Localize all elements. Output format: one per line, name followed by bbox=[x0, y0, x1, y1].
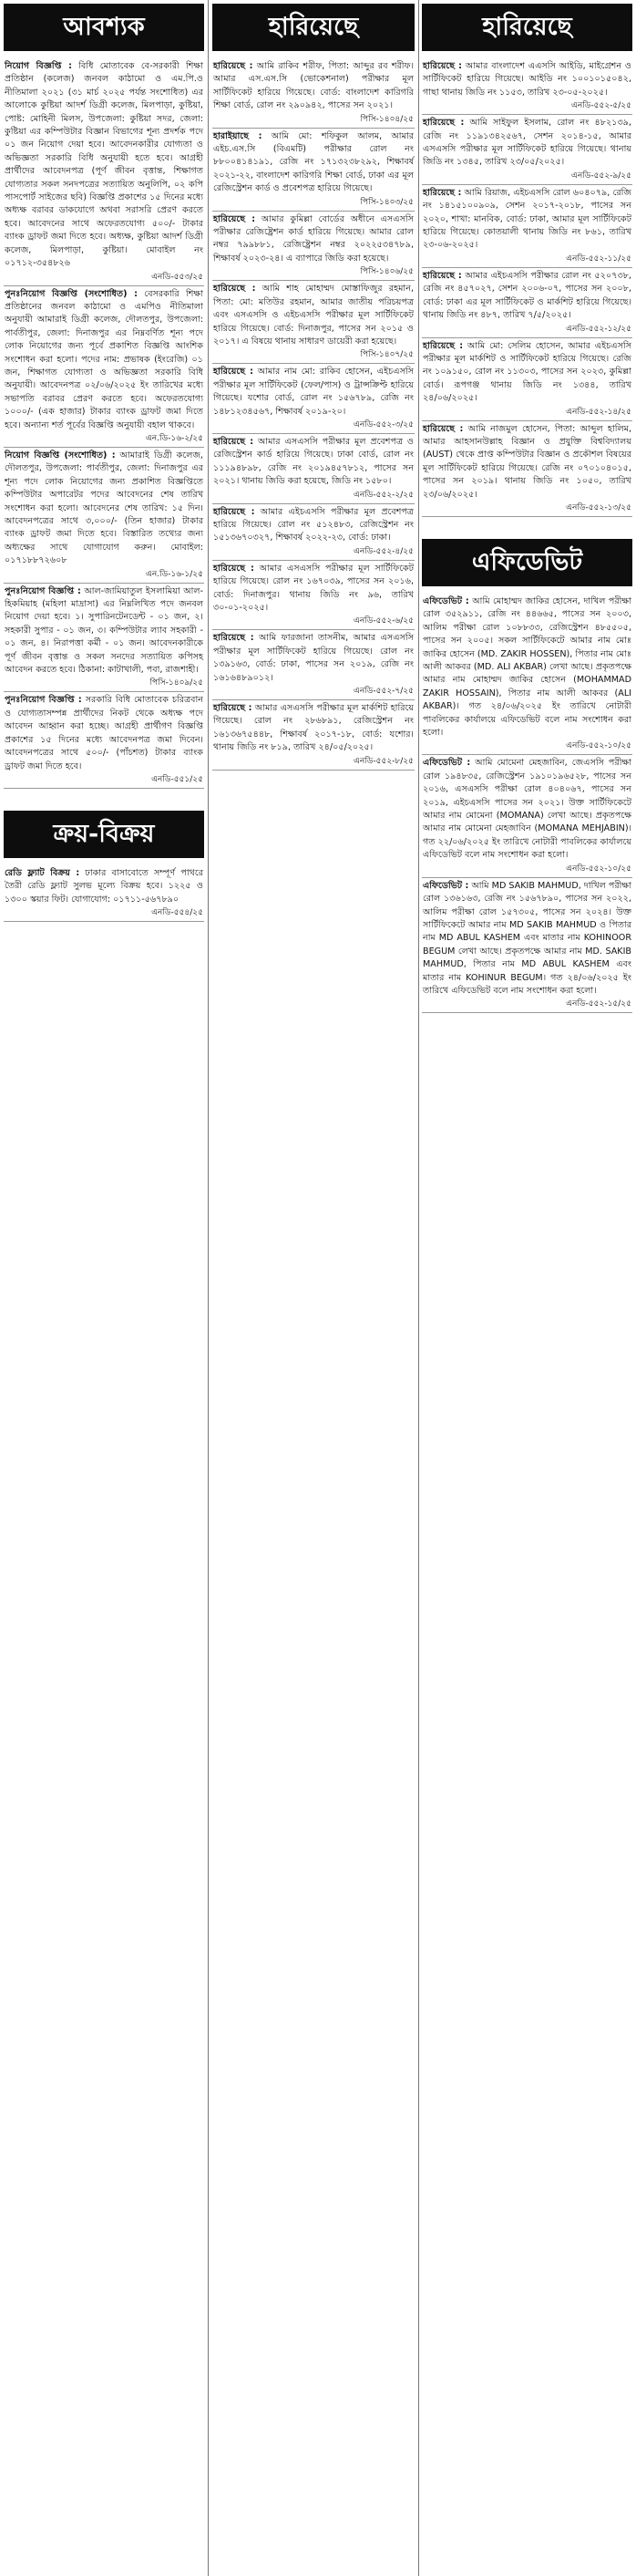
ad-reference: এন.ডি-১৬-২/২৫ bbox=[145, 433, 203, 443]
ad-body: আমার এসএসসি পরীক্ষার মূল প্রবেশপত্র ও রেজিস্ট্রেশন কার্ড হারিয়ে গিয়েছে। ঢাকা বোর্ড, রোল নং ১১১৯৪৮৯৮, রেজি নং ২০১৯৪৫৭৮১২, পাসের সন ২০২১। থানায় জিডি করা হয়েছে, জিডি নং ১৫৮০। bbox=[213, 436, 414, 487]
ad-body: আমার বাংলাদেশ এএসসি আইডি, মাইগ্রেশন ও সার্টিফিকেট হারিয়ে গিয়েছে। আইডি নং ১০০১০১৫০৪২, গাছা থানায় জিডি নং ১১৫৩, তারিখ ২৩-০৫-২০২৫। bbox=[423, 61, 631, 98]
classified-ad bbox=[212, 700, 415, 771]
classified-ad bbox=[422, 185, 632, 268]
column-divider bbox=[208, 0, 209, 2576]
ad-reference: এনডি-৫৫৩/২৫ bbox=[151, 272, 203, 282]
classified-ad bbox=[422, 594, 632, 755]
classified-ad bbox=[212, 561, 415, 631]
classified-ad bbox=[4, 584, 204, 693]
classified-ad bbox=[4, 448, 204, 584]
section-heading-affidavit: এফিডেভিট bbox=[422, 539, 632, 586]
classified-ad bbox=[4, 692, 204, 788]
ad-body: সরকারি বিধি মোতাবেক চরিত্রবান ও যোগ্যতাসম্পন্ন প্রার্থীদের নিকট থেকে অধ্যক্ষ পদে আবেদন আহ্বান করা হচ্ছে। আগ্রহী প্রার্থীগণ বিজ্ঞপ্তি প্রকাশের ১৫ দিনের মধ্যে আবেদনপত্র জমা দিবেন। আবেদনপত্রের সাথে ৫০০/- (পাঁচশত) টাকার ব্যাংক ড্রাফট জমা দিতে হবে। bbox=[5, 695, 203, 771]
ad-reference: এনডি-৫৫২-৫/২৫ bbox=[570, 101, 631, 111]
ad-reference: এনডি-৫৫২-১২/২৫ bbox=[566, 324, 631, 334]
ad-body: আমি মোমেনা মেহজাবিন, জেএসসি পরীক্ষা রোল ১৯৪৮৩৫, রেজিস্ট্রেশন ১৯১০১৯৬৫২৮, পাসের সন ২০১৬, এসএসসি পরীক্ষা রোল ৪০৪০৬৭, পাসের সন ২০১৯, এইচএসসি পাসের সন ২০২১। উক্ত সার্টিফিকেটে আমার নাম মোমেনা (MOMANA) লেখা আছে। প্রকৃতপক্ষে আমার নাম মোমেনা মেহজাবিন (MOMANA MEHJABIN)। গত ২২/০৬/২০২৫ ইং তারিখে নোটারী পাবলিকের কার্যালয়ে এফিডেভিট বলে নাম সংশোধন করা হলো। bbox=[423, 758, 631, 861]
ad-title: হারিয়েছে : bbox=[213, 633, 254, 644]
ad-body: আমি সাইফুল ইসলাম, রোল নং ৪৮২১৩৯, রেজি নং ১১৯১৩৪২৫৬৭, সেশন ২০১৪-১৫, আমার এসএসসি পরীক্ষার মূল সার্টিফিকেট হারিয়ে গিয়েছে। থানায় জিডি নং ১৩৪৫, তারিখ ২৩/০৫/২০২৫। bbox=[423, 118, 631, 168]
ad-title: পুনঃনিয়োগ বিজ্ঞপ্তি : bbox=[5, 695, 82, 706]
ad-reference: এনডি-৫৫২-১৫/২৫ bbox=[566, 999, 631, 1009]
ad-title: হারিয়েছে : bbox=[213, 563, 254, 574]
ad-body: আমার এইচএসসি পরীক্ষার মূল প্রবেশপত্র হারিয়ে গিয়েছে। রোল নং ৫১২৪৮৩, রেজিস্ট্রেশন নং ১৫১৩৬৭০৩২৭, শিক্ষাবর্ষ ২০২২-২৩, বোর্ড: ঢাকা। bbox=[213, 506, 414, 543]
ad-reference: এনডি-৫৫২-৭/২৫ bbox=[353, 687, 414, 697]
ad-title: পুনঃনিয়োগ বিজ্ঞপ্তি (সংশোধিত) : bbox=[5, 288, 138, 299]
ad-title: নিয়োগ বিজ্ঞপ্তি : bbox=[5, 61, 72, 71]
ad-body: আমি মো: সেলিম হোসেন, আমার এইচএসসি পরীক্ষার মূল মার্কশিট ও সার্টিফিকেট হারিয়ে গিয়েছে। রেজি নং ১০৯১৫০, রোল নং ১১৩০৩, পাসের সন ২০২৩, কুমিল্লা বোর্ড। রূপগঞ্জ থানায় জিডি নং ১৩৪৪, তারিখ ২৪/০৬/২০২৫। bbox=[423, 340, 631, 404]
ad-title: এফিডেভিট : bbox=[423, 758, 471, 769]
classified-ad bbox=[422, 115, 632, 185]
ad-title: এফিডেভিট : bbox=[423, 595, 469, 606]
column-lost-1 bbox=[212, 0, 415, 2576]
ad-title: হারিয়েছে : bbox=[423, 423, 464, 434]
ad-title: হারিয়েছে : bbox=[213, 61, 253, 71]
ad-reference: এনডি-৫৫২-১০/২৫ bbox=[566, 864, 631, 874]
classified-ad bbox=[422, 755, 632, 877]
ad-reference: এনডি-৫৫২-৪/২৫ bbox=[353, 546, 414, 556]
ad-reference: এনডি-৫৫২-১৩/২৫ bbox=[566, 502, 631, 512]
ad-title: হারিয়েছে : bbox=[423, 118, 465, 129]
ad-reference: এনডি-৫৫২-৩/২৫ bbox=[353, 419, 414, 429]
column-wanted bbox=[4, 0, 204, 2576]
column-divider bbox=[418, 0, 419, 2576]
ad-title: হারাইয়াছে : bbox=[213, 130, 262, 141]
ad-reference: এনডি-৫৫২-২/২৫ bbox=[353, 490, 414, 500]
ad-body: আমি ফারজানা তাসনীম, আমার এসএসসি পরীক্ষার মূল সার্টিফিকেট হারিয়ে গিয়েছে। রোল নং ১৩৯১৬৩, বোর্ড: ঢাকা, পাসের সন ২০১৯, রেজি নং ১৬১৬৪৮৯০১২। bbox=[213, 633, 414, 683]
ad-body: ঢাকার বাসাবোতে সম্পূর্ণ পাথরে তৈরী রেডি ফ্ল্যাট সুলভ মূল্যে বিক্রয় হবে। ১২২৫ ও ১৩০০ স্কয়ার ফিট। যোগাযোগ: ০১৭১১-৫৬৭৮৯০ bbox=[5, 867, 203, 905]
ad-reference: পিসি-১৪০৩/২৫ bbox=[360, 197, 414, 207]
classified-ad bbox=[422, 338, 632, 421]
ad-body: আমার কুমিল্লা বোর্ডের অধীনে এসএসসি পরীক্ষার রেজিষ্ট্রেশন কার্ড হারিয়ে গিয়েছে। আমার রোল নম্বর ৭৯৯৮৮১, রেজিষ্ট্রেশন নম্বর ২০২২৫৩৪৭৮৯, শিক্ষাবর্ষ ২০২৩-২৪। এ ব্যাপারে জিডি করা হয়েছে। bbox=[213, 213, 414, 264]
classified-ad bbox=[212, 504, 415, 561]
ad-reference: এন.ডি-১৬-১/২৫ bbox=[145, 569, 203, 579]
ad-title: হারিয়েছে : bbox=[423, 270, 462, 281]
ad-title: হারিয়েছে : bbox=[213, 506, 255, 517]
classified-ad bbox=[422, 58, 632, 115]
classified-ad bbox=[4, 286, 204, 448]
section-heading-lost: হারিয়েছে bbox=[422, 4, 632, 51]
ad-body: আমি রিয়াজ, এইচএসসি রোল ৬০৪০৭৯, রেজি নং ১৪১৫১০০৯০৯, সেশন ২০১৭-২০১৮, পাসের সন ২০২০, শাখা: মানবিক, বোর্ড: ঢাকা, আমার মূল সার্টিফিকেট হারিয়ে গিয়েছে। কোতয়ালী থানায় জিডি নং ৮৬১, তারিখ ২৩-০৬-২০২৫। bbox=[423, 187, 631, 251]
ad-reference: পিসি-১৪০৯/২৫ bbox=[149, 678, 203, 688]
ad-body: আমি মো: শফিকুল আলম, আমার এইচ.এস.সি (বিএমটি) পরীক্ষার রোল নং ৮৮০০৪১৪১৯১, রেজি নং ১৭১৩২৩৮২৯২, শিক্ষাবর্ষ ২০২১-২২, বাংলাদেশ কারিগরি শিক্ষা বোর্ড, ঢাকা এর মূল রেজিস্ট্রেশন কার্ড ও প্রবেশপত্র হারিয়ে গিয়েছে। bbox=[213, 130, 414, 194]
ad-title: নিয়োগ বিজ্ঞপ্তি (সংশোধিত) : bbox=[5, 450, 116, 460]
ad-title: হারিয়েছে : bbox=[423, 61, 462, 71]
ad-reference: এনডি-৫৫২-১৪/২৫ bbox=[566, 407, 631, 417]
section-heading-wanted: আবশ্যক bbox=[4, 4, 204, 51]
ad-title: হারিয়েছে : bbox=[423, 340, 464, 351]
ad-reference: এনডি-৫৫২-১০/২৫ bbox=[566, 741, 631, 751]
ad-reference: এনডি-৫৫২-৮/২৫ bbox=[353, 756, 414, 766]
ad-body: আমারাই ডিগ্রী কলেজ, দৌলতপুর, উপজেলা: পার্বতীপুর, জেলা: দিনাজপুর এর শূন্য পদে লোক নিয়োগের জন্য প্রকাশিত বিজ্ঞপ্তিতে কম্পিউটার অপারেটর পদের আবেদনের শেষ তারিখ সংশোধন করা হলো। আবেদনের শেষ তারিখ: ১৫ দিন। আবেদনপত্রের সাথে ৩,০০০/- (তিন হাজার) টাকার ব্যাংক ড্রাফট জমা দিতে হবে। বিস্তারিত তথ্যের জন্য অধ্যক্ষের সাথে যোগাযোগ করুন। মোবাইল: ০১৭১৮৮৭২৬০৮ bbox=[5, 450, 203, 566]
ad-body: আমার এইচএসসি পরীক্ষার রোল নং ৫২০৭৩৮, রেজি নং ৪৫৭০২৭, সেশন ২০০৬-০৭, পাসের সন ২০০৮, বোর্ড: ঢাকা এর মূল সার্টিফিকেট ও মার্কশিট হারিয়ে গিয়েছে। থানায় জিডি নং ৪৮৭, তারিখ ৭/৫/২০২৫। bbox=[423, 270, 631, 321]
ad-body: বিধি মোতাবেক বে-সরকারী শিক্ষা প্রতিষ্ঠান (কলেজ) জনবল কাঠামো ও এম.পি.ও নীতিমালা ২০২১ (৩১ মার্চ ২০২৫ পর্যন্ত সংশোধিত) এর আলোকে কুষ্টিয়া আদর্শ ডিগ্রী কলেজ, মিলপাড়া, কুষ্টিয়া, পোষ্ট: মোহিনী মিলস, উপজেলা: কুষ্টিয়া সদর, জেলা: কুষ্টিয়া এর কম্পিউটার বিজ্ঞান বিভাগের শূন্য প্রদর্শক পদে ০১ জন নিয়োগ দেয়া হবে। আবেদনকারীর যোগ্যতা ও অভিজ্ঞতা সরকারি বিধি অনুযায়ী হতে হবে। আগ্রহী প্রার্থীদের আবেদনপত্র (পূর্ণ জীবন বৃত্তান্ত, শিক্ষাগত যোগ্যতার সকল সনদপত্রের সত্যায়িত অনুলিপি, ০২ কপি পাসপোর্ট সাইজের ছবি) বিজ্ঞপ্তি প্রকাশের ১৫ দিনের মধ্যে অধ্যক্ষ বরাবর ডাকযোগে অথবা সরাসরি প্রেরণ করতে হবে। আবেদনের সাথে অফেরতযোগ্য ৫০০/- টাকার ব্যাংক ড্রাফট জমা দিতে হবে। অধ্যক্ষ, কুষ্টিয়া আদর্শ ডিগ্রী কলেজ, মিলপাড়া, কুষ্টিয়া। মোবাইল নং ০১৭১২-৩৫৪৮২৬ bbox=[5, 61, 203, 269]
ad-title: হারিয়েছে : bbox=[213, 213, 256, 224]
ad-body: আমার এসএসসি পরীক্ষার মূল মার্কশিট হারিয়ে গিয়েছে। রোল নং ২৮৬৮৯১, রেজিস্ট্রেশন নং ১৬১৩৬৭৫৪৪৮, শিক্ষাবর্ষ ২০১৭-১৮, বোর্ড: যশোর। থানায় জিডি নং ৮১৯, তারিখ ২৪/০৫/২০২৫। bbox=[213, 703, 414, 753]
classified-ad bbox=[212, 630, 415, 700]
ad-body: আমি MD SAKIB MAHMUD, দাখিল পরীক্ষা রোল ১৩৬১৬৩, রেজি নং ১৫৬৭৮৯০, পাসের সন ২০২২, আলিম পরীক্ষা রোল ১৫৭৩০৫, পাসের সন ২০২৪। উক্ত সার্টিফিকেটে আমার নাম MD SAKIB MAHMUD ও পিতার নাম MD ABUL KASHEM এবং মাতার নাম KOHINOOR BEGUM লেখা আছে। প্রকৃতপক্ষে আমার নাম MD. SAKIB MAHMUD, পিতার নাম MD ABUL KASHEM এবং মাতার নাম KOHINUR BEGUM। গত ২৪/০৬/২০২৫ ইং তারিখে এফিডেভিট বলে নাম সংশোধন করা হলো। bbox=[423, 880, 631, 996]
classified-ad bbox=[212, 212, 415, 282]
ad-title: হারিয়েছে : bbox=[213, 703, 252, 714]
classified-ad bbox=[422, 878, 632, 1014]
ad-title: রেডি ফ্ল্যাট বিক্রয় : bbox=[5, 867, 80, 878]
classified-ad bbox=[422, 421, 632, 517]
classified-ad bbox=[4, 865, 204, 922]
ad-title: হারিয়েছে : bbox=[213, 436, 254, 447]
ad-body: বেসরকারি শিক্ষা প্রতিষ্ঠানের জনবল কাঠামো ও এমপিও নীতিমালা অনুযায়ী আমারাই ডিগ্রী কলেজ, দৌলতপুর, উপজেলা: পার্বতীপুর, জেলা: দিনাজপুর এর নিম্নবর্ণিত শূন্য পদে লোক নিয়োগের জন্য পূর্বে প্রকাশিত বিজ্ঞপ্তি আংশিক সংশোধন করা হলো। পদের নাম: প্রভাষক (ইংরেজি) ০১ জন, শিক্ষাগত যোগ্যতা ও অভিজ্ঞতা সরকারি বিধি অনুযায়ী। আবেদনপত্র ০২/০৬/২০২৫ ইং তারিখের মধ্যে সভাপতি বরাবর প্রেরণ করতে হবে। অফেরতযোগ্য ১০০০/- (এক হাজার) টাকার ব্যাংক ড্রাফট জমা দিতে হবে। অন্যান্য শর্ত পূর্বের বিজ্ঞপ্তি অনুযায়ী বহাল থাকবে। bbox=[5, 288, 203, 430]
ad-reference: এনডি-৫৫২-৯/২৫ bbox=[570, 171, 631, 181]
ad-reference: এনডি-৫৫৪/২৫ bbox=[151, 908, 203, 918]
classified-ad bbox=[4, 58, 204, 286]
classified-ad bbox=[212, 58, 415, 129]
ad-body: আল-জামিয়াতুল ইসলামিয়া আল-হিকমিয়াহ (মহিলা মাদ্রাসা) এর নিম্নলিখিত পদে জনবল নিয়োগ দেয়া হবে। ১। সুপারিনটেনডেন্ট - ০১ জন, ২। সহকারী সুপার - ০১ জন, ৩। কম্পিউটার ল্যাব সহকারী - ০১ জন, ৪। নিরাপত্তা কর্মী - ০১ জন। আবেদনকারীকে পূর্ণ জীবন বৃত্তান্ত ও সকল সনদের সত্যায়িত কপিসহ আবেদন করতে হবে। ঠিকানা: কাটাখালী, পবা, রাজশাহী। bbox=[5, 585, 203, 676]
ad-body: আমার নাম মো: রাকিব হোসেন, এইচএসসি পরীক্ষার মূল সার্টিফিকেট (ফেল/পাস) ও ট্রান্সক্রিপ্ট হারিয়ে গিয়েছে। যশোর বোর্ড, রোল নং ১৫৬৭৮৯, রেজি নং ১৪৮১২৩৪৫৬৭, শিক্ষাবর্ষ ২০১৯-২০। bbox=[213, 367, 414, 417]
section-heading-buy-sell: ক্রয়-বিক্রয় bbox=[4, 811, 204, 858]
column-lost-2 bbox=[422, 0, 632, 2576]
ad-reference: এনডি-৫৫২-১১/২৫ bbox=[566, 253, 631, 264]
ad-reference: পিসি-১৪০৭/২৫ bbox=[360, 350, 414, 360]
ad-reference: এনডি-৫৫২-৬/২৫ bbox=[353, 616, 414, 626]
classified-ad bbox=[212, 281, 415, 364]
ad-body: আমি নাজমুল হোসেন, পিতা: আব্দুল হালিম, আমার আহসানউল্লাহ বিজ্ঞান ও প্রযুক্তি বিশ্ববিদ্যালয় (AUST) থেকে প্রাপ্ত কম্পিউটার বিজ্ঞান ও প্রকৌশল বিষয়ের মূল সার্টিফিকেট হারিয়ে গিয়েছে। রেজি নং ০৭০১০৪০১৫, পাসের সন ২০১৯। থানায় জিডি নং ১০৫০, তারিখ ২৩/০৬/২০২৫। bbox=[423, 423, 631, 500]
ad-reference: পিসি-১৪০৬/২৫ bbox=[360, 267, 414, 277]
classified-ad bbox=[212, 434, 415, 504]
ad-title: পুনঃনিয়োগ বিজ্ঞপ্তি : bbox=[5, 585, 81, 596]
classified-ad bbox=[212, 364, 415, 434]
section-heading-lost: হারিয়েছে bbox=[212, 4, 415, 51]
ad-reference: পিসি-১৪০৪/২৫ bbox=[360, 114, 414, 124]
classified-ad bbox=[422, 268, 632, 338]
ad-body: আমি শাহ মোহাম্মদ মোস্তাফিজুর রহমান, পিতা: মো: মতিউর রহমান, আমার জাতীয় পরিচয়পত্র এবং এসএসসি ও এইচএসসি পরীক্ষার মূল সার্টিফিকেট হারিয়ে গিয়েছে। বোর্ড: দিনাজপুর, পাসের সন ২০১৫ ও ২০১৭। এ বিষয়ে থানায় সাধারণ ডায়েরী করা হয়েছে। bbox=[213, 284, 414, 347]
ad-title: এফিডেভিট : bbox=[423, 880, 469, 891]
ad-title: হারিয়েছে : bbox=[213, 284, 256, 295]
ad-reference: এনডি-৫৫১/২৫ bbox=[151, 774, 203, 784]
ad-title: হারিয়েছে : bbox=[423, 187, 462, 198]
ad-body: আমার এসএসসি পরীক্ষার মূল সার্টিফিকেট হারিয়ে গিয়েছে। রোল নং ১৬৭০৩৯, পাসের সন ২০১৬, বোর্ড: দিনাজপুর। থানায় জিডি নং ৯৬, তারিখ ৩০-০১-২০২৫। bbox=[213, 563, 414, 613]
classified-ad bbox=[212, 129, 415, 212]
ad-body: আমি মোহাম্মদ জাকির হোসেন, দাখিল পরীক্ষা রোল ৩৫২৯১১, রেজি নং ৪৪৬৬৫, পাসের সন ২০০৩, আলিম পরীক্ষা রোল ১০৮৮৩৩, রেজিস্ট্রেশন ৪৮৫৫০৫, পাসের সন ২০০৫। সকল সার্টিফিকেটে আমার নাম মোঃ জাকির হোসেন (MD. ZAKIR HOSSEN), পিতার নাম মোঃ আলী আকবর (MD. ALI AKBAR) লেখা আছে। প্রকৃতপক্ষে আমার নাম মোহাম্মদ জাকির হোসেন (MOHAMMAD ZAKIR HOSSAIN), পিতার নাম আলী আকবর (ALI AKBAR)। গত ২৪/০৬/২০২৫ ইং তারিখে নোটারী পাবলিকের কার্যালয়ে এফিডেভিট বলে নাম সংশোধন করা হলো। bbox=[423, 595, 631, 739]
ad-title: হারিয়েছে : bbox=[213, 367, 253, 378]
ad-body: আমি রাকিব শরীফ, পিতা: আব্দুর রব শরীফ। আমার এস.এস.সি (ভোকেশনাল) পরীক্ষার মূল সার্টিফিকেট হারিয়ে গিয়েছে। বোর্ড: বাংলাদেশ কারিগরি শিক্ষা বোর্ড, রোল নং ২৯০৯৪২, পাসের সন ২০২১। bbox=[213, 61, 414, 111]
